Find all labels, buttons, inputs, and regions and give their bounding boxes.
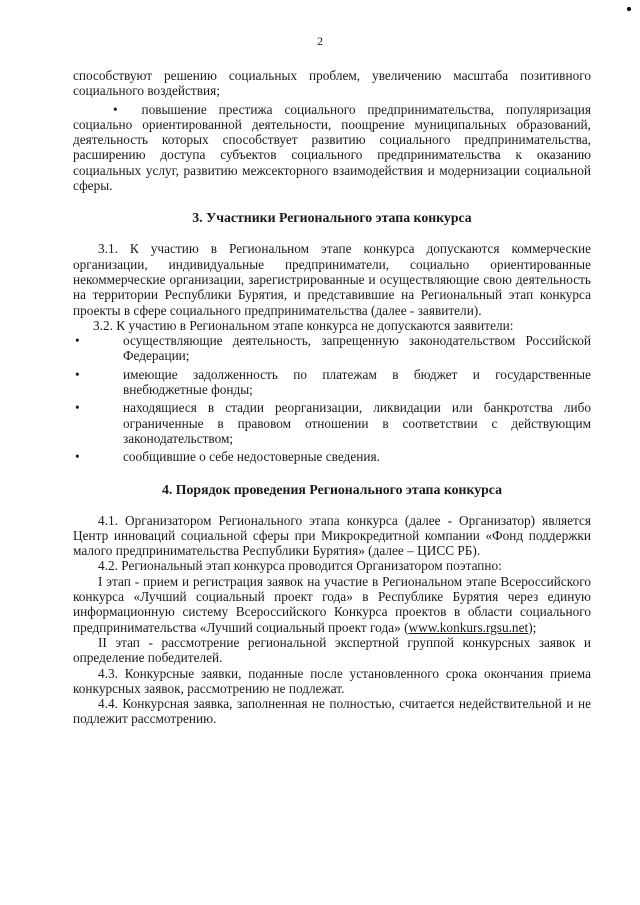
stage-1 — [73, 574, 591, 635]
bullet-marker: • — [75, 366, 80, 382]
clause-4-4: 4.4. Конкурсная заявка, заполненная не полностью, считается недействительной и не подлежит рассмотрению. — [73, 696, 591, 727]
exclusion-text: осуществляющие деятельность, запрещенную законодательством Российской Федерации; — [123, 333, 591, 364]
corner-mark — [627, 7, 631, 11]
bullet-marker: • — [75, 449, 80, 465]
exclusion-item — [73, 333, 591, 364]
exclusion-text: находящиеся в стадии реорганизации, ликвидации или банкротства либо ограниченные в правовом отношении в соответствии с действующим законодательством; — [123, 400, 591, 446]
exclusion-item — [73, 367, 591, 398]
clause-4-2: 4.2. Региональный этап конкурса проводится Организатором поэтапно: — [98, 558, 502, 574]
exclusion-item — [73, 400, 591, 446]
stage-1-text: I этап - прием и регистрация заявок на участие в Региональном этапе Всероссийского конкурса «Лучший социальный проект года» в Республике Бурятия через единую информационную систему Всероссийского Конкурса проектов в области социального предпринимательства «Лучший социальный проект года» ( — [73, 573, 591, 635]
paragraph-continuation: способствуют решению социальных проблем, увеличению масштаба позитивного социального воздействия; — [73, 68, 591, 99]
exclusion-text: имеющие задолженность по платежам в бюджет и государственные внебюджетные фонды; — [123, 366, 591, 398]
stage-2: II этап - рассмотрение региональной экспертной группой конкурсных заявок и определение победителей. — [73, 634, 591, 666]
goal-bullet — [73, 102, 591, 194]
exclusion-text: сообщившие о себе недостоверные сведения. — [123, 449, 380, 465]
stage-1-end: ); — [528, 619, 537, 635]
clause-3-2: 3.2. К участию в Региональном этапе конкурса не допускаются заявители: — [93, 317, 514, 333]
section-4-heading: 4. Порядок проведения Регионального этапа конкурса — [162, 481, 502, 497]
section-3-heading: 3. Участники Регионального этапа конкурса — [192, 210, 472, 226]
page-content — [73, 68, 591, 727]
bullet-marker: • — [113, 101, 118, 117]
konkurs-link[interactable]: www.konkurs.rgsu.net — [408, 619, 529, 635]
clause-4-1: 4.1. Организатором Регионального этапа конкурса (далее - Организатор) является Центр инноваций социальной сферы при Микрокредитной компании «Фонд поддержки малого предпринимательства Республики Бурятия» (далее – ЦИСС РБ). — [73, 512, 591, 559]
goal-bullet-text: повышение престижа социального предпринимательства, популяризация социально ориентированной деятельности, поощрение муниципальных образований, деятельность которых способствует развитию социального предпринимательства, расширению доступа субъектов социального предпринимательства к оказанию социальных услуг, развитию межсекторного взаимодействия и модернизации социальной сферы. — [73, 101, 591, 194]
page-number: 2 — [317, 34, 323, 48]
clause-3-1: 3.1. К участию в Региональном этапе конкурса допускаются коммерческие организации, индивидуальные предприниматели, социально ориентированные некоммерческие организации, зарегистрированные и осуществляющие свою деятельность на территории Республики Бурятия, и представившие на Региональный этап конкурса проекты в сфере социального предпринимательства (далее - заявители). — [73, 241, 591, 318]
bullet-marker: • — [75, 333, 80, 349]
bullet-marker: • — [75, 400, 80, 416]
exclusion-item — [73, 449, 591, 464]
clause-4-3: 4.3. Конкурсные заявки, поданные после установленного срока окончания приема конкурсных заявок, рассмотрению не подлежат. — [73, 665, 591, 696]
